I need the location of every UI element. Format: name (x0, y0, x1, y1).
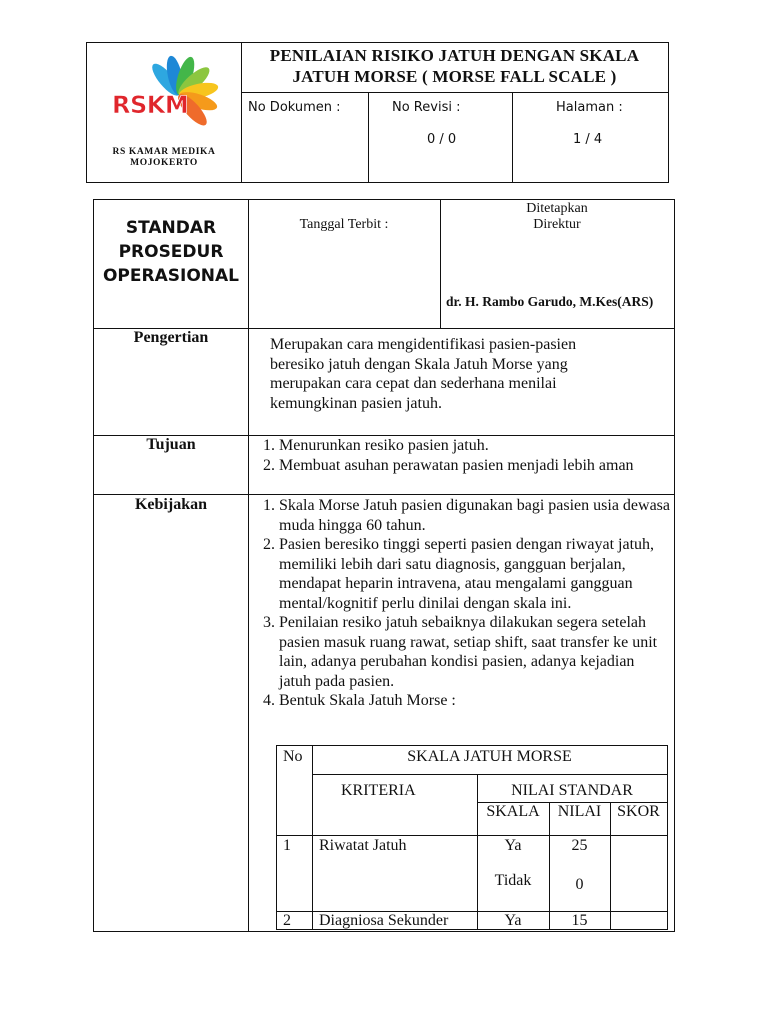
kebijakan-item-4: 4. Bentuk Skala Jatuh Morse : (279, 691, 670, 711)
morse-scale-table (276, 745, 668, 930)
sop-title (94, 216, 248, 288)
row-1-skala-tidak: Tidak (494, 872, 532, 889)
row-2-kriteria: Diagniosa Sekunder (319, 912, 449, 929)
hospital-name (87, 147, 241, 169)
halaman-value: 1 / 4 (573, 132, 603, 147)
tanggal-terbit-label: Tanggal Terbit : (299, 217, 389, 232)
tujuan-list (252, 436, 652, 475)
kebijakan-item-1: 1. Skala Morse Jatuh pasien digunakan bagi pasien usia dewasa muda hingga 60 tahun. (279, 496, 670, 535)
col-no-header: No (283, 748, 303, 765)
col-kriteria-header: KRITERIA (341, 782, 416, 799)
sop-title-line-2: PROSEDUR (118, 242, 224, 262)
pengertian-line-3: merupakan cara cepat dan sederhana menilai (270, 375, 557, 392)
col-nilai-header: NILAI (557, 803, 602, 820)
kebijakan-label: Kebijakan (134, 496, 207, 513)
pengertian-line-1: Merupakan cara mengidentifikasi pasien-pasien (270, 336, 577, 353)
director-name: dr. H. Rambo Garudo, M.Kes(ARS) (446, 294, 654, 309)
row-1-skala-ya: Ya (504, 837, 522, 854)
document-title (241, 45, 668, 87)
col-skala-header: SKALA (486, 803, 540, 820)
no-revisi-label: No Revisi : (392, 100, 461, 115)
row-1-nilai-tidak: 0 (575, 876, 584, 893)
rskm-logo-icon (109, 55, 239, 145)
halaman-label: Halaman : (556, 100, 623, 115)
ditetapkan-block (440, 201, 674, 233)
document-header (86, 42, 669, 183)
hospital-name-line-1: RS KAMAR MEDIKA (112, 147, 216, 157)
no-dokumen-label: No Dokumen : (248, 100, 341, 115)
sop-title-line-1: STANDAR (125, 218, 217, 238)
document-title-line-2: JATUH MORSE ( MORSE FALL SCALE ) (292, 67, 617, 86)
tujuan-label: Tujuan (146, 436, 196, 453)
col-nilai-standar-header: NILAI STANDAR (511, 782, 633, 799)
row-1-no: 1 (283, 837, 291, 854)
row-2-nilai-ya: 15 (571, 912, 588, 929)
row-1-nilai-ya: 25 (571, 837, 588, 854)
row-2-skala-ya: Ya (504, 912, 522, 929)
row-2-no: 2 (283, 912, 291, 929)
kebijakan-item-2: 2. Pasien beresiko tinggi seperti pasien dengan riwayat jatuh, memiliki lebih dari satu diagnosis, gangguan berjalan, mendapat heparin intravena, atau mengalami gangguan mental/kognitif perlu dinilai dengan skala ini. (279, 535, 670, 613)
svg-text:RSKM: RSKM (112, 91, 189, 119)
row-1-kriteria: Riwatat Jatuh (319, 837, 407, 854)
hospital-logo (109, 55, 239, 145)
no-revisi-value: 0 / 0 (427, 132, 457, 147)
tujuan-list-wrap (252, 436, 652, 475)
kebijakan-item-3: 3. Penilaian resiko jatuh sebaiknya dilakukan segera setelah pasien masuk ruang rawat, setiap shift, saat transfer ke unit lain, adanya perubahan kondisi pasien, adanya kejadian jatuh pada pasien. (279, 613, 670, 691)
document-title-line-1: PENILAIAN RISIKO JATUH DENGAN SKALA (269, 46, 640, 65)
morse-table-title: SKALA JATUH MORSE (407, 748, 572, 765)
sop-title-line-3: OPERASIONAL (102, 266, 239, 286)
ditetapkan-label: Ditetapkan (526, 201, 588, 216)
pengertian-label: Pengertian (133, 329, 209, 346)
kebijakan-list (252, 496, 670, 711)
direktur-label: Direktur (533, 217, 581, 232)
hospital-name-line-2: MOJOKERTO (130, 158, 198, 168)
tujuan-item-1: 1. Menurunkan resiko pasien jatuh. (279, 436, 652, 456)
pengertian-text (270, 335, 670, 413)
kebijakan-list-wrap (252, 496, 670, 711)
col-skor-header: SKOR (617, 803, 660, 820)
pengertian-line-4: kemungkinan pasien jatuh. (270, 394, 442, 412)
tujuan-item-2: 2. Membuat asuhan perawatan pasien menjadi lebih aman (279, 456, 652, 476)
pengertian-line-2: beresiko jatuh dengan Skala Jatuh Morse yang (270, 355, 568, 373)
